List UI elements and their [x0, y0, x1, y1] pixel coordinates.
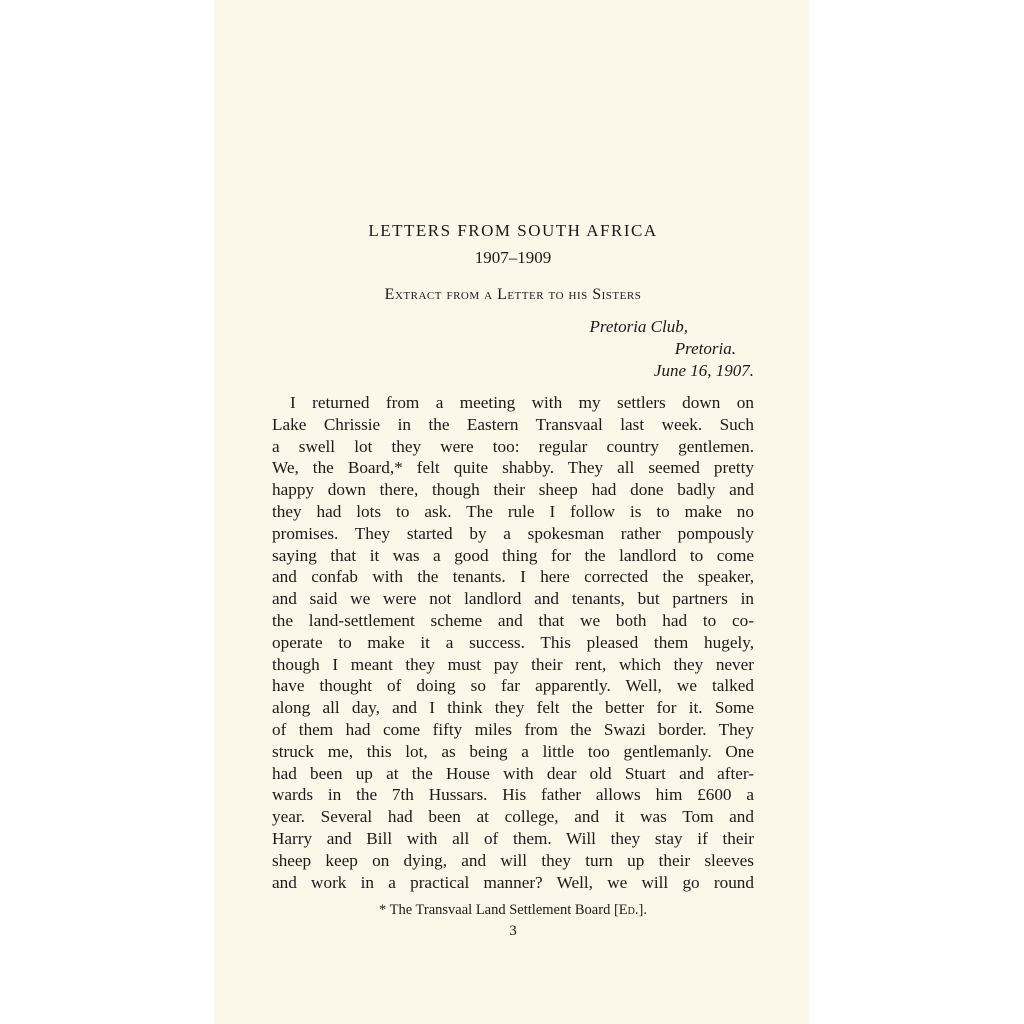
footnote-text: * The Transvaal Land Settlement Board [: [379, 902, 619, 919]
body-line: along all day, and I think they felt the better for it. Some: [272, 698, 754, 718]
letter-body: [272, 392, 754, 893]
body-line: and work in a practical manner? Well, we will go round: [272, 872, 754, 892]
body-line: and confab with the tenants. I here corrected the speaker,: [272, 567, 754, 587]
letter-subtitle: Extract from a Letter to his Sisters: [384, 286, 642, 303]
body-line: a swell lot they were too: regular country gentlemen.: [272, 436, 754, 456]
page-content: [272, 216, 754, 940]
address-line-1: Pretoria Club,: [589, 317, 688, 336]
body-line: and said we were not landlord and tenants, but partners in: [272, 589, 754, 609]
body-line: Lake Chrissie in the Eastern Transvaal last week. Such: [272, 414, 754, 434]
body-line: happy down there, though their sheep had done badly and: [272, 480, 754, 500]
address-date: June 16, 1907.: [653, 361, 754, 380]
body-line: sheep keep on dying, and will they turn up their sleeves: [272, 850, 754, 870]
body-line: struck me, this lot, as being a little too gentlemanly. One: [272, 741, 754, 761]
body-line: We, the Board,* felt quite shabby. They all seemed pretty: [272, 458, 754, 478]
body-line: the land-settlement scheme and that we both had to co-: [272, 610, 754, 630]
footnote-close: ].: [638, 902, 647, 919]
body-line: they had lots to ask. The rule I follow is to make no: [272, 501, 754, 521]
chapter-title: LETTERS FROM SOUTH AFRICA: [368, 221, 658, 240]
book-page: [214, 0, 809, 1024]
body-line: saying that it was a good thing for the landlord to come: [272, 545, 754, 565]
body-line: of them had come fifty miles from the Swazi border. They: [272, 719, 754, 739]
footnote: [272, 899, 754, 921]
page-number: 3: [509, 923, 517, 940]
body-line: promises. They started by a spokesman rather pompously: [272, 523, 754, 543]
body-line: Harry and Bill with all of them. Will they stay if their: [272, 828, 754, 848]
body-line: wards in the 7th Hussars. His father allows him £600 a: [272, 785, 754, 805]
body-line: had been up at the House with dear old Stuart and after-: [272, 763, 754, 783]
body-line: operate to make it a success. This pleased them hugely,: [272, 632, 754, 652]
body-line: I returned from a meeting with my settlers down on: [290, 393, 754, 412]
footnote-editor-mark: Ed.: [618, 902, 639, 919]
address-line-2: Pretoria.: [674, 339, 736, 358]
body-line: though I meant they must pay their rent, which they never: [272, 654, 754, 674]
body-line: have thought of doing so far apparently. Well, we talked: [272, 676, 754, 696]
chapter-years: 1907–1909: [474, 248, 552, 267]
letter-address: [272, 316, 754, 382]
body-line: year. Several had been at college, and it was Tom and: [272, 807, 754, 827]
